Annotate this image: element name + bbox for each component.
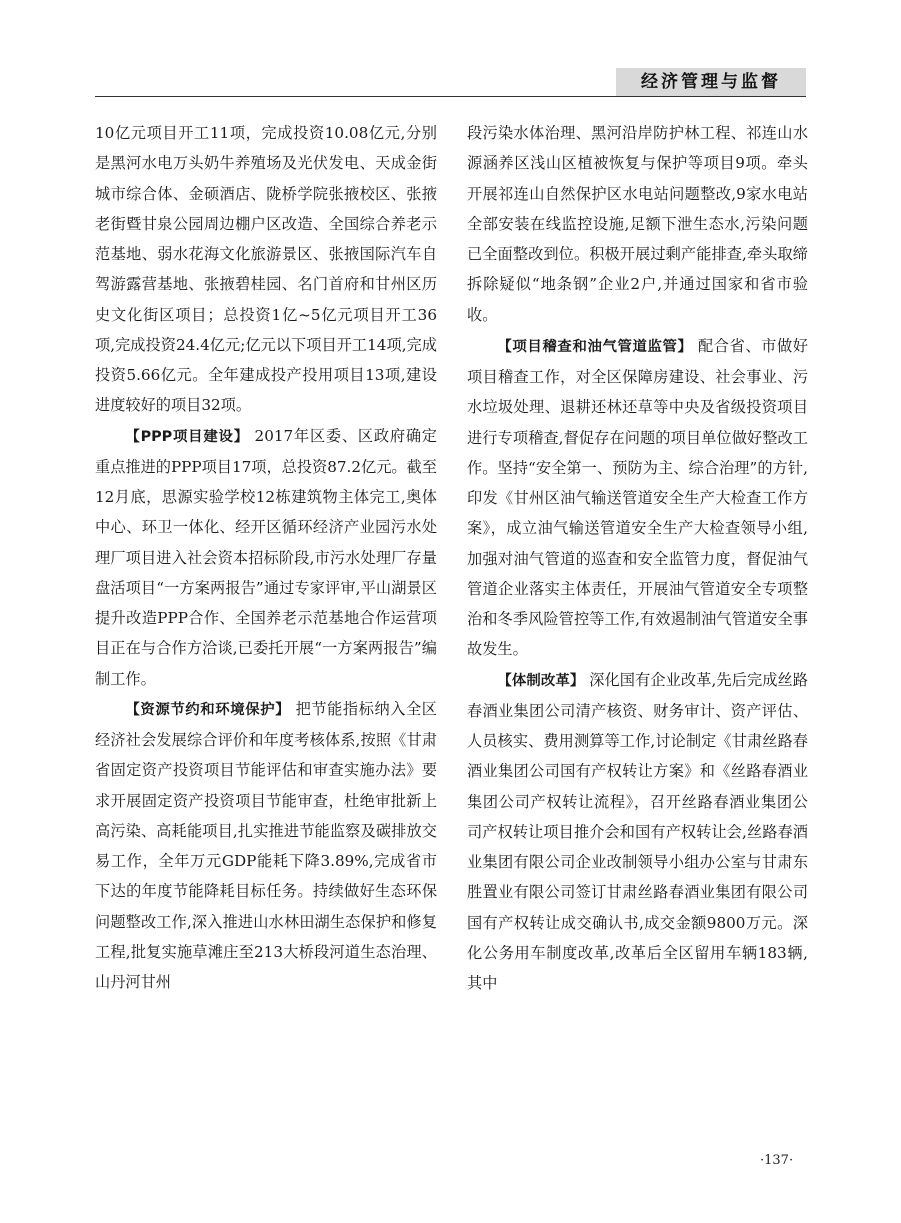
heading-inspection-pipeline: 【项目稽查和油气管道监管】 xyxy=(497,338,693,355)
paragraph-resource-body: 把节能指标纳入全区经济社会发展综合评价和年度考核体系,按照《甘肃省固定资产投资项目节能评估和审查实施办法》要求开展固定资产投资项目节能审查，杜绝审批新上高污染、高耗能项目,扎实推进节能监察及碳排放交易工作，全年万元GDP能耗下降3.89%,完成省市下达的年度节能降耗目标任务。持续做好生态环保问题整改工作,深入推进山水林田湖生态保护和修复工程,批复实施草滩庄至213大桥段河道生态治理、山丹河甘州 xyxy=(95,699,437,991)
paragraph-ppp-body: 2017年区委、区政府确定重点推进的PPP项目17项，总投资87.2亿元。截至12月底，思源实验学校12栋建筑物主体完工,奥体中心、环卫一体化、经开区循环经济产业园污水处理厂项目进入社会资本招标阶段,市污水处理厂存量盘活项目“一方案两报告”通过专家评审,平山湖景区提升改造PPP合作、全国养老示范基地合作运营项目正在与合作方洽谈,已委托开展“一方案两报告”编制工作。 xyxy=(95,426,437,688)
paragraph-inspection-body: 配合省、市做好项目稽查工作，对全区保障房建设、社会事业、污水垃圾处理、退耕还林还草等中央及省级投资项目进行专项稽查,督促存在问题的项目单位做好整改工作。坚持“安全第一、预防为主、综合治理”的方针,印发《甘州区油气输送管道安全生产大检查工作方案》，成立油气输送管道安全生产大检查领导小组,加强对油气管道的巡查和安全监管力度，督促油气管道企业落实主体责任，开展油气管道安全专项整治和冬季风险管控等工作,有效遏制油气管道安全事故发生。 xyxy=(467,336,808,659)
page-number: ·137· xyxy=(760,1153,794,1168)
heading-ppp-projects: 【PPP项目建设】 xyxy=(125,428,249,445)
left-column xyxy=(95,118,437,997)
paragraph-investment-projects: 10亿元项目开工11项，完成投资10.08亿元,分别是黑河水电万头奶牛养殖场及光伏发电、天成金街城市综合体、金硕酒店、陇桥学院张掖校区、张掖老街暨甘泉公园周边棚户区改造、全国综合养老示范基地、弱水花海文化旅游景区、张掖国际汽车自驾游露营基地、张掖碧桂园、名门首府和甘州区历史文化街区项目；总投资1亿~5亿元项目开工36项,完成投资24.4亿元;亿元以下项目开工14项,完成投资5.66亿元。全年建成投产投用项目13项,建设进度较好的项目32项。 xyxy=(95,124,437,415)
header-divider xyxy=(95,96,806,97)
right-column xyxy=(467,118,808,998)
section-title: 经济管理与监督 xyxy=(616,68,806,96)
paragraph-inspection-pipeline xyxy=(467,331,808,665)
paragraph-system-reform xyxy=(467,665,808,999)
heading-resource-environment: 【资源节约和环境保护】 xyxy=(125,701,291,718)
paragraph-reform-body: 深化国有企业改革,先后完成丝路春酒业集团公司清产核资、财务审计、资产评估、人员核实、费用测算等工作,讨论制定《甘肃丝路春酒业集团公司国有产权转让方案》和《丝路春酒业集团公司产权转让流程》，召开丝路春酒业集团公司产权转让项目推介会和国有产权转让会,丝路春酒业集团有限公司企业改制领导小组办公室与甘肃东胜置业有限公司签订甘肃丝路春酒业集团有限公司国有产权转让成交确认书,成交金额9800万元。深化公务用车制度改革,改革后全区留用车辆183辆,其中 xyxy=(467,670,808,992)
paragraph-ppp-projects xyxy=(95,421,437,694)
paragraph-resource-environment xyxy=(95,694,437,998)
heading-system-reform: 【体制改革】 xyxy=(497,672,585,689)
paragraph-environment-continued: 段污染水体治理、黑河沿岸防护林工程、祁连山水源涵养区浅山区植被恢复与保护等项目9项。牵头开展祁连山自然保护区水电站问题整改,9家水电站全部安装在线监控设施,足额下泄生态水,污染问题已全面整改到位。积极开展过剩产能排查,牵头取缔拆除疑似“地条钢”企业2户,并通过国家和省市验收。 xyxy=(467,124,808,324)
